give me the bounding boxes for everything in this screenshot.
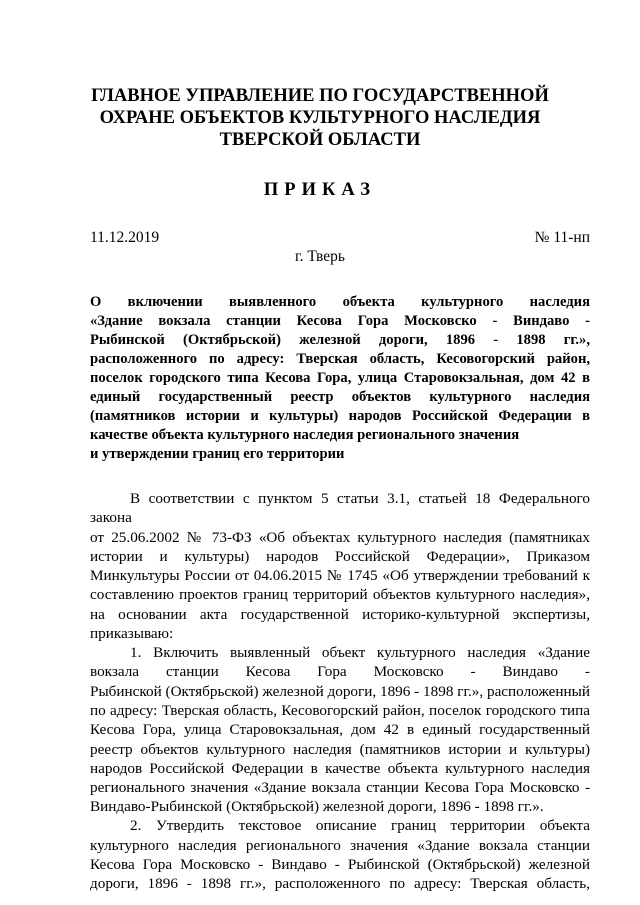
body-line: 1. Включить выявленный объект культурного наследия «Здание	[130, 644, 590, 662]
order-body	[90, 489, 590, 894]
subject-line: О включении выявленного объекта культурного наследия	[90, 294, 590, 310]
organization-name	[60, 85, 580, 151]
body-line: приказываю:	[90, 625, 174, 643]
document-type-title: ПРИКАЗ	[263, 180, 377, 200]
org-line: ОХРАНЕ ОБЪЕКТОВ КУЛЬТУРНОГО НАСЛЕДИЯ	[99, 108, 541, 128]
subject-line: Рыбинской (Октябрьской) железной дороги, 1896 - 1898 гг.»,	[90, 332, 590, 348]
subject-line: качестве объекта культурного наследия регионального значения	[90, 427, 520, 443]
body-line: Кесова Гора Московско - Виндаво - Рыбинской (Октябрьской) железной	[90, 856, 590, 874]
body-line: Кесова Гора, улица Старовокзальная, дом 42 в единый государственный	[90, 721, 590, 739]
body-line: Минкультуры России от 04.06.2015 № 1745 «Об утверждении требований к	[90, 567, 590, 585]
body-line: регионального значения «Здание вокзала станции Кесова Гора Московско -	[90, 779, 590, 797]
body-line: В соответствии с пунктом 5 статьи 3.1, статьей 18 Федерального закона	[90, 490, 590, 527]
body-line: культурного наследия регионального значения «Здание вокзала станции	[90, 836, 590, 854]
document-date: 11.12.2019	[90, 229, 160, 246]
subject-line: единый государственный реестр объектов культурного наследия	[90, 389, 590, 405]
body-line: 2. Утвердить текстовое описание границ территории объекта	[130, 817, 590, 835]
body-line: Рыбинской (Октябрьской) железной дороги, 1896 - 1898 гг.», расположенный	[90, 682, 590, 700]
body-line: вокзала станции Кесова Гора Московско - Виндаво -	[90, 663, 590, 681]
document-city: г. Тверь	[295, 248, 345, 265]
body-line: истории и культуры) народов Российской Федерации», Приказом	[90, 547, 590, 565]
subject-line: поселок городского типа Кесова Гора, улица Старовокзальная, дом 42 в	[90, 370, 590, 386]
subject-line: «Здание вокзала станции Кесова Гора Московско - Виндаво -	[90, 313, 590, 329]
order-subject	[90, 293, 590, 464]
body-line: Виндаво-Рыбинской (Октябрьской) железной дороги, 1896 - 1898 гг.».	[90, 798, 544, 816]
body-line: реестр объектов культурного наследия (памятников истории и культуры)	[90, 740, 590, 758]
subject-line: и утверждении границ его территории	[90, 446, 345, 462]
body-line: народов Российской Федерации в качестве объекта культурного наследия	[90, 759, 590, 777]
body-line: дороги, 1896 - 1898 гг.», расположенного по адресу: Тверская область,	[90, 875, 590, 893]
body-line: на основании акта государственной историко-культурной экспертизы,	[90, 605, 590, 623]
org-line: ГЛАВНОЕ УПРАВЛЕНИЕ ПО ГОСУДАРСТВЕННОЙ	[91, 86, 549, 106]
org-line: ТВЕРСКОЙ ОБЛАСТИ	[219, 130, 421, 150]
body-line: составлению проектов границ территорий объектов культурного наследия»,	[90, 586, 590, 604]
subject-line: (памятников истории и культуры) народов Российской Федерации в	[90, 408, 590, 424]
body-line: по адресу: Тверская область, Кесовогорский район, поселок городского типа	[90, 701, 590, 719]
document-number: № 11-нп	[534, 229, 590, 246]
body-line: от 25.06.2002 № 73-ФЗ «Об объектах культурного наследия (памятниках	[90, 528, 590, 546]
subject-line: расположенного по адресу: Тверская область, Кесовогорский район,	[90, 351, 590, 367]
